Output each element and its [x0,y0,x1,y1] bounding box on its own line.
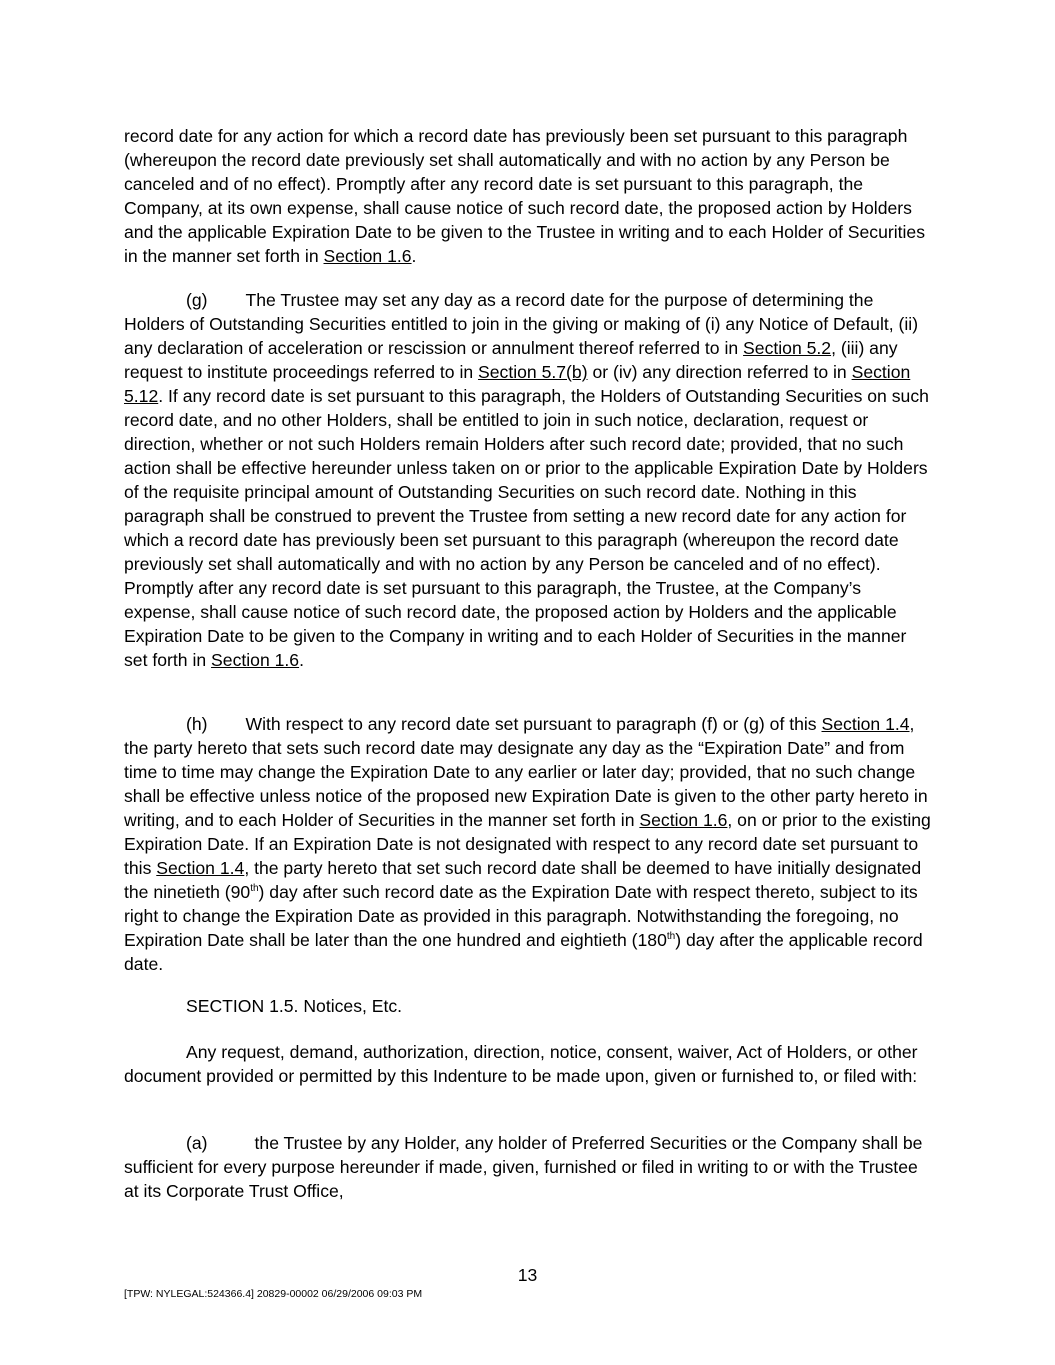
section-reference: Section 1.4 [821,714,910,734]
paragraph-notices-intro [124,1040,934,1088]
text: . [299,650,304,670]
paragraph-record-date-continued [124,124,934,268]
ordinal-superscript: th [250,883,259,895]
paragraph-label: (h) [186,714,208,734]
text: . If any record date is set pursuant to this paragraph, the Holders of Outstanding Securities on such record date, and no other Holders, shall be entitled to join in such notice, declaration, request or direction, whether or not such Holders remain Holders after such record date; provided, that no such action shall be effective hereunder unless taken on or prior to the applicable Expiration Date by Holders of the requisite principal amount of Outstanding Securities on such record date. Nothing in this paragraph shall be construed to prevent the Trustee from setting a new record date for any action for which a record date has previously been set pursuant to this paragraph (whereupon the record date previously set shall automatically and with no action by any Person be canceled and of no effect). Promptly after any record date is set pursuant to this paragraph, the Trustee, at the Company’s expense, shall cause notice of such record date, the proposed action by Holders and the applicable Expiration Date to be given to the Company in writing and to each Holder of Securities in the manner set forth in [124,386,929,670]
text: or (iv) any direction referred to in [587,362,852,382]
text: The Trustee may set any day as a record date for the purpose of determining the Holders of Outstanding Securities entitled to join in the giving or making of (i) any Notice of Default, (ii) any declaration of acceleration or rescission or annulment thereof referred to in [124,290,919,358]
section-reference: Section 5.12 [124,362,911,406]
text: With respect to any record date set pursuant to paragraph (f) or (g) of this [245,714,822,734]
document-id-footer: [TPW: NYLEGAL:524366.4] 20829-00002 06/29/2006 09:03 PM [124,1288,423,1300]
paragraph-g [124,288,934,672]
text: , (iii) any request to institute proceedings referred to in [124,338,898,382]
paragraph-h [124,712,934,976]
text: the Trustee by any Holder, any holder of Preferred Securities or the Company shall be sufficient for every purpose hereunder if made, given, furnished or filed in writing to or with the Trustee at its Corporate Trust Office, [124,1133,923,1201]
ordinal-superscript: th [666,931,676,943]
text: Any request, demand, authorization, direction, notice, consent, waiver, Act of Holders, or other document provided or permitted by this Indenture to be made upon, given or furnished to, or filed with: [124,1042,918,1086]
text: ) day after such record date as the Expiration Date with respect thereto, subject to its right to change the Expiration Date as provided in this paragraph. Notwithstanding the foregoing, no Expiration Date shall be later than the one hundred and eightieth (180 [124,882,918,950]
section-reference: Section 5.2 [743,338,832,358]
text: , on or prior to the existing Expiration Date. If an Expiration Date is not designated with respect to any record date set pursuant to this [124,810,931,878]
text: ) day after the applicable record date. [124,930,923,974]
text: . [411,246,417,266]
text: , the party hereto that set such record date shall be deemed to have initially designated the ninetieth (90 [124,858,922,902]
page-number: 13 [517,1265,538,1285]
section-title: SECTION 1.5. Notices, Etc. [186,996,403,1016]
paragraph-label: (g) [186,290,208,310]
section-reference: Section 5.7(b) [478,362,588,382]
section-heading [124,994,934,1018]
section-reference: Section 1.6 [323,246,412,266]
text: , the party hereto that sets such record date may designate any day as the “Expiration Date” and from time to time may change the Expiration Date to any earlier or later day; provided, that no such change shall be effective unless notice of the proposed new Expiration Date is given to the other party hereto in writing, and to each Holder of Securities in the manner set forth in [124,714,928,830]
section-reference: Section 1.4 [156,858,245,878]
text: record date for any action for which a record date has previously been set pursuant to this paragraph (whereupon the record date previously set shall automatically and with no action by any Person be canceled and of no effect). Promptly after any record date is set pursuant to this paragraph, the Company, at its own expense, shall cause notice of such record date, the proposed action by Holders and the applicable Expiration Date to be given to the Trustee in writing and to each Holder of Securities in the manner set forth in [124,126,925,266]
paragraph-label: (a) [186,1133,208,1153]
section-reference: Section 1.6 [211,650,300,670]
section-reference: Section 1.6 [639,810,728,830]
paragraph-a [124,1131,934,1203]
